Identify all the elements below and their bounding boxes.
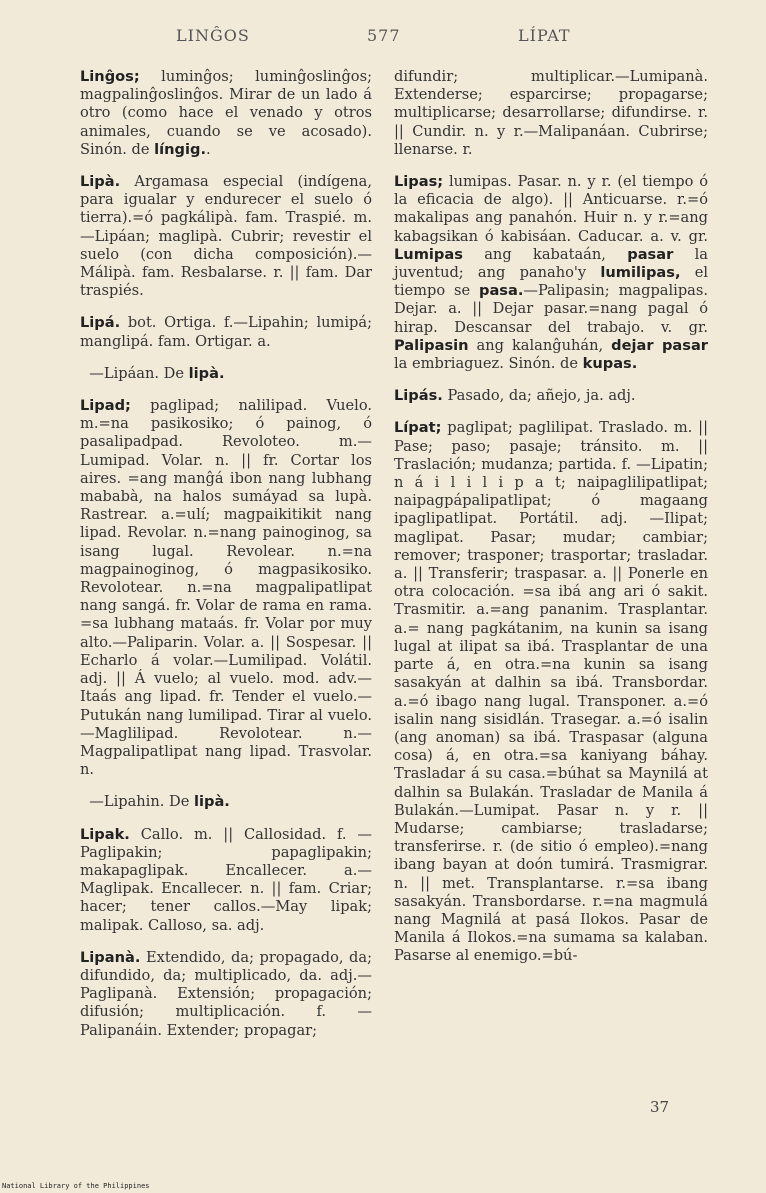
definition: luminĝos; luminĝoslinĝos; magpalinĝoslinĝos. Mirar de un lado á otro (como hace el venado y otros animales, cuando se ve acosado). Sinón. de — [80, 68, 372, 158]
definition: bot. Ortiga. f.—Lipahin; lumipá; manglipá. fam. Ortigar. a. — [80, 314, 373, 350]
header-right-word: LÍPAT — [518, 26, 571, 45]
headword: Lipas; — [394, 173, 444, 191]
example-text: —Palipasin; magpalipas. Dejar. a. || Dejar pasar.=nang pagal ó hirap. Descansar del trabajo. v. gr. — [394, 282, 708, 336]
headword: Lipanà. — [80, 948, 141, 966]
entry-lipad — [80, 397, 372, 779]
example-text: la juventud; ang panaho'y — [394, 245, 708, 282]
example-bold: lumilipas, — [600, 264, 681, 282]
example-bold: pasa. — [479, 282, 524, 300]
header-left-word: LINĜOS — [176, 26, 250, 45]
entry-lipaan — [80, 365, 372, 383]
headword: Lipás. — [394, 387, 443, 405]
page-header — [0, 26, 766, 50]
entry-lipa-acute — [80, 314, 372, 350]
header-page-number: 577 — [367, 26, 401, 45]
cross-reference: lipà. — [188, 364, 225, 382]
headword: Lipad; — [80, 397, 131, 415]
entry-lipana — [80, 949, 372, 1040]
definition: Extendido, da; propagado, da; difundido, da; multiplicado, da. adj.—Paglipanà. Extensión; propagación; difusión; multiplicación. f. —Palipanáin. Extender; propagar; — [80, 948, 372, 1039]
definition: difundir; multiplicar.—Lumipanà. Extenderse; esparcirse; propagarse; multiplicarse; desarrollarse; difundirse. r. || Cundir. n. y r.—Malipanáan. Cubrirse; llenarse. r. — [394, 68, 708, 158]
example-text: el tiempo se — [394, 264, 709, 300]
definition: Pasado, da; añejo, ja. adj. — [447, 387, 636, 405]
headword: Lípat; — [394, 419, 442, 437]
entry-lipak — [80, 826, 372, 935]
example-text: ang kalanĝuhán, — [476, 336, 604, 354]
cross-reference: língig. — [154, 140, 206, 158]
example-bold: dejar pasar — [611, 336, 709, 354]
definition: —Lipáan. De — [89, 364, 184, 382]
footer-page-number: 37 — [650, 1098, 670, 1116]
definition: paglipat; paglilipat. Traslado. m. || Pase; paso; pasaje; tránsito. m. || Traslación; mudanza; partida. f. —Lipatin; n á i l i l i p a t; naipaglilipatlipat; naipagpápalipatlipat; ó magaang ipaglipatlipat. Portátil. adj. —Ilipat; maglipat. Pasar; mudar; cambiar; remover; trasponer; trasportar; trasladar. a. || Transferir; traspasar. a. || Ponerle en otra colocación. =sa ibá ang ari ó sakit. Trasmitir. a.=ang pananim. Trasplantar. a.= nang pagkátanim, na kunin sa isang lugal at ilipat sa ibá. Trasplantar de una parte á, en otra.=na kunin sa isang sasakyán at dalhin sa ibá. Transbordar. a.=ó ibago nang lugal. Transponer. a.=ó isalin nang sisidlán. Trasegar. a.=ó isalin (ang anoman) sa ibá. Traspasar (alguna cosa) á, en otra.=sa kaniyang báhay. Trasladar á su casa.=búhat sa Maynilá at dalhin sa Bulakán. Trasladar de Manila á Bulakán.—Lumipat. Pasar n. y r. || Mudarse; cambiarse; trasladarse; transferirse. r. (de sitio ó empleo).=nang ibang bayan at doón tumirá. Trasmigrar. n. || met. Transplantarse. r.=sa ibang sasakyán. Transbordarse. r.=na magmulá nang Magnilá at pasá Ilokos. Pasar de Manila á Ilokos.=na sumama sa kalaban. Pasarse al enemigo.=bú- — [394, 419, 708, 965]
entry-lipas — [394, 173, 708, 373]
cross-reference: kupas. — [582, 355, 638, 373]
headword: Lipá. — [80, 314, 121, 332]
entry-lipat — [394, 419, 708, 965]
definition: lumipas. Pasar. n. y r. (el tiempo ó la eficacia de algo). || Anticuarse. r.=ó makalipas ang panahón. Huir n. y r.=ang kabagsikan ó kabisáan. Caducar. a. v. gr. — [394, 173, 708, 245]
example-text: ang kabataán, — [484, 245, 606, 263]
example-text: la embriaguez. Sinón. de — [394, 355, 579, 373]
entry-lipana-cont — [394, 68, 708, 159]
left-column — [80, 68, 372, 1054]
definition: Argamasa especial (indígena, para igualar y endurecer el suelo ó tierra).=ó pagkálipà. fam. Traspié. m.—Lipáan; maglipà. Cubrir; revestir el suelo (con dicha composición).—Málipà. fam. Resbalarse. r. || fam. Dar traspiés. — [80, 173, 373, 300]
right-column — [394, 68, 708, 980]
headword: Linĝos; — [80, 68, 140, 85]
headword: Lipà. — [80, 173, 121, 191]
definition: paglipad; nalilipad. Vuelo. m.=na pasikosiko; ó painog, ó pasalipadpad. Revoloteo. m.—Lumipad. Volar. n. || fr. Cortar los aires. =ang manĝá ibon nang lubhang mababà, na halos sumáyad sa lupà. Rastrear. a.=ulí; magpaikitikit nang lipad. Revolar. n.=nang painoginog, sa isang lugal. Revolear. n.=na magpainoginog, ó magpasikosiko. Revolotear. n.=na magpalipatlipat nang sangá. fr. Volar de rama en rama. =sa lubhang mataás. fr. Volar por muy alto.—Paliparin. Volar. a. || Sospesar. || Echarlo á volar.—Lumilipad. Volátil. adj. || Á vuelo; al vuelo. mod. adv.—Itaás ang lipad. fr. Tender el vuelo.—Putukán nang lumilipad. Tirar al vuelo.—Maglilipad. Revolotear. n.—Magpalipatlipat nang lipad. Trasvolar. n. — [80, 397, 373, 779]
entry-lipa-grave — [80, 173, 372, 300]
example-bold: pasar — [627, 245, 674, 263]
library-credit: National Library of the Philippines — [2, 1182, 150, 1190]
entry-lingos: Linĝos; luminĝos; luminĝoslinĝos; magpalinĝoslinĝos. Mirar de un lado á otro (como hace el venado y otros animales, cuando se ve acosado). Sinón. de língig.. — [80, 68, 372, 158]
definition: —Lipahin. De — [89, 793, 190, 811]
definition: Callo. m. || Callosidad. f. —Paglipakin; papaglipakin; makapaglipak. Encallecer. a.—Maglipak. Encallecer. n. || fam. Criar; hacer; tener callos.—May lipak; malipak. Calloso, sa. adj. — [80, 825, 372, 934]
entry-lipahin — [80, 793, 372, 811]
entry-lipas-acute — [394, 387, 708, 405]
headword: Lipak. — [80, 825, 130, 843]
example-bold: Lumipas — [394, 245, 463, 263]
example-bold: Palipasin — [394, 336, 469, 354]
cross-reference: lipà. — [194, 793, 230, 811]
